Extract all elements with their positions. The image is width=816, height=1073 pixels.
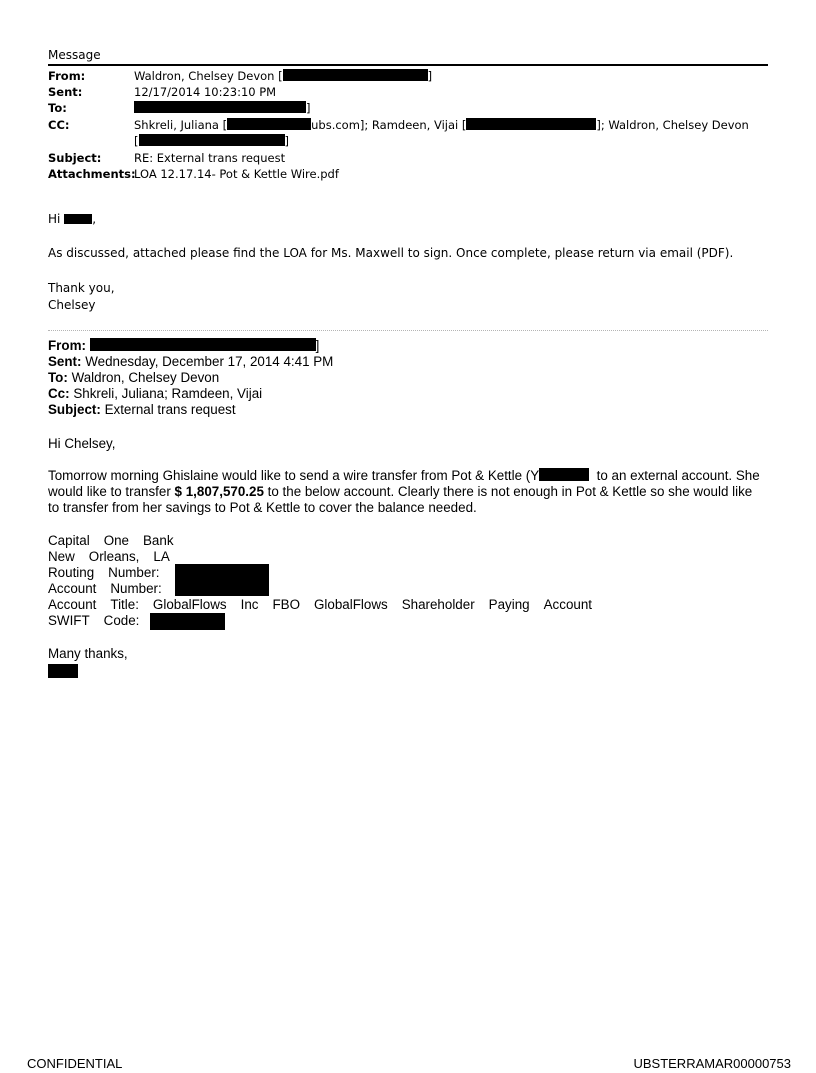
subject-row <box>48 151 285 166</box>
transfer-amount: $ 1,807,570.25 <box>174 484 264 499</box>
redaction-block <box>139 134 285 146</box>
fwd-paragraph: Tomorrow morning Ghislaine would like to send a wire transfer from Pot & Kettle (Y to an external account. She would like to transfer $ 1,807,570.25 to the below account. Clearly there is not enough in Pot & Kettle so she would like to transfer from her savings to Pot & Kettle to cover the balance needed. <box>48 468 760 515</box>
redaction-block <box>64 214 92 224</box>
account-number-line: Account Number: <box>48 581 162 596</box>
swift-code-line: SWIFT Code: <box>48 613 140 628</box>
sent-row <box>48 85 276 100</box>
bank-name-line: Capital One Bank <box>48 533 174 548</box>
fwd-cc-label: Cc: <box>48 386 70 401</box>
message-label: Message <box>48 48 101 62</box>
bank-city-line: New Orleans, LA <box>48 549 170 564</box>
fwd-from-row: From: ] <box>48 338 320 353</box>
to-row <box>48 101 311 116</box>
fwd-subject-row <box>48 402 236 418</box>
fwd-to-label: To: <box>48 370 68 385</box>
fwd-subject-label: Subject: <box>48 402 101 417</box>
sent-label: Sent: <box>48 85 83 99</box>
fwd-cc-value: Shkreli, Juliana; Ramdeen, Vijai <box>73 386 263 401</box>
greeting: Hi , <box>48 212 97 226</box>
footer-bates-number: UBSTERRAMAR00000753 <box>633 1056 791 1071</box>
redaction-block <box>150 613 225 630</box>
signature: Chelsey <box>48 298 96 312</box>
header-rule <box>48 64 768 66</box>
cc-open: [ <box>134 134 139 148</box>
cc-row <box>48 118 749 133</box>
footer-confidential: CONFIDENTIAL <box>27 1056 123 1071</box>
redaction-block <box>134 101 306 113</box>
cc-part-c: ]; Waldron, Chelsey Devon <box>596 118 749 132</box>
thanks: Thank you, <box>48 281 115 295</box>
account-title-line: Account Title: GlobalFlows Inc FBO GlobalFlows Shareholder Paying Account <box>48 597 593 612</box>
from-label: From: <box>48 69 86 83</box>
attachments-row <box>48 167 339 182</box>
subject-value: RE: External trans request <box>134 151 286 165</box>
sent-value: 12/17/2014 10:23:10 PM <box>134 85 277 99</box>
from-row <box>48 69 432 84</box>
routing-number-line: Routing Number: <box>48 565 160 580</box>
to-label: To: <box>48 101 67 115</box>
from-close: ] <box>427 69 433 83</box>
reply-body: As discussed, attached please find the LOA for Ms. Maxwell to sign. Once complete, please return via email (PDF). <box>48 246 734 260</box>
redaction-block <box>283 69 428 81</box>
cc-row-cont <box>48 134 289 149</box>
redaction-block <box>90 338 316 351</box>
attachment-link[interactable]: LOA 12.17.14- Pot & Kettle Wire.pdf <box>134 167 339 181</box>
cc-part-b: ubs.com]; Ramdeen, Vijai [ <box>311 118 467 132</box>
redaction-block <box>466 118 596 130</box>
redaction-block <box>48 664 78 678</box>
fwd-sent-value: Wednesday, December 17, 2014 4:41 PM <box>85 354 334 369</box>
attachments-label: Attachments: <box>48 167 136 181</box>
to-close: ] <box>306 101 311 115</box>
from-value: Waldron, Chelsey Devon [ <box>134 69 283 83</box>
cc-close: ] <box>284 134 289 148</box>
fwd-sent-label: Sent: <box>48 354 82 369</box>
cc-part-a: Shkreli, Juliana [ <box>134 118 228 132</box>
fwd-to-row <box>48 370 219 386</box>
fwd-cc-row <box>48 386 262 402</box>
fwd-sent-row <box>48 354 333 370</box>
redaction-block <box>539 468 589 481</box>
closing: Many thanks, <box>48 646 128 661</box>
separator <box>48 330 768 331</box>
fwd-from-label: From: <box>48 338 86 353</box>
cc-label: CC: <box>48 118 70 132</box>
redaction-block <box>175 564 269 596</box>
subject-label: Subject: <box>48 151 102 165</box>
fwd-subject-value: External trans request <box>104 402 236 417</box>
redaction-block <box>227 118 311 130</box>
fwd-to-value: Waldron, Chelsey Devon <box>71 370 220 385</box>
fwd-greeting: Hi Chelsey, <box>48 436 116 451</box>
